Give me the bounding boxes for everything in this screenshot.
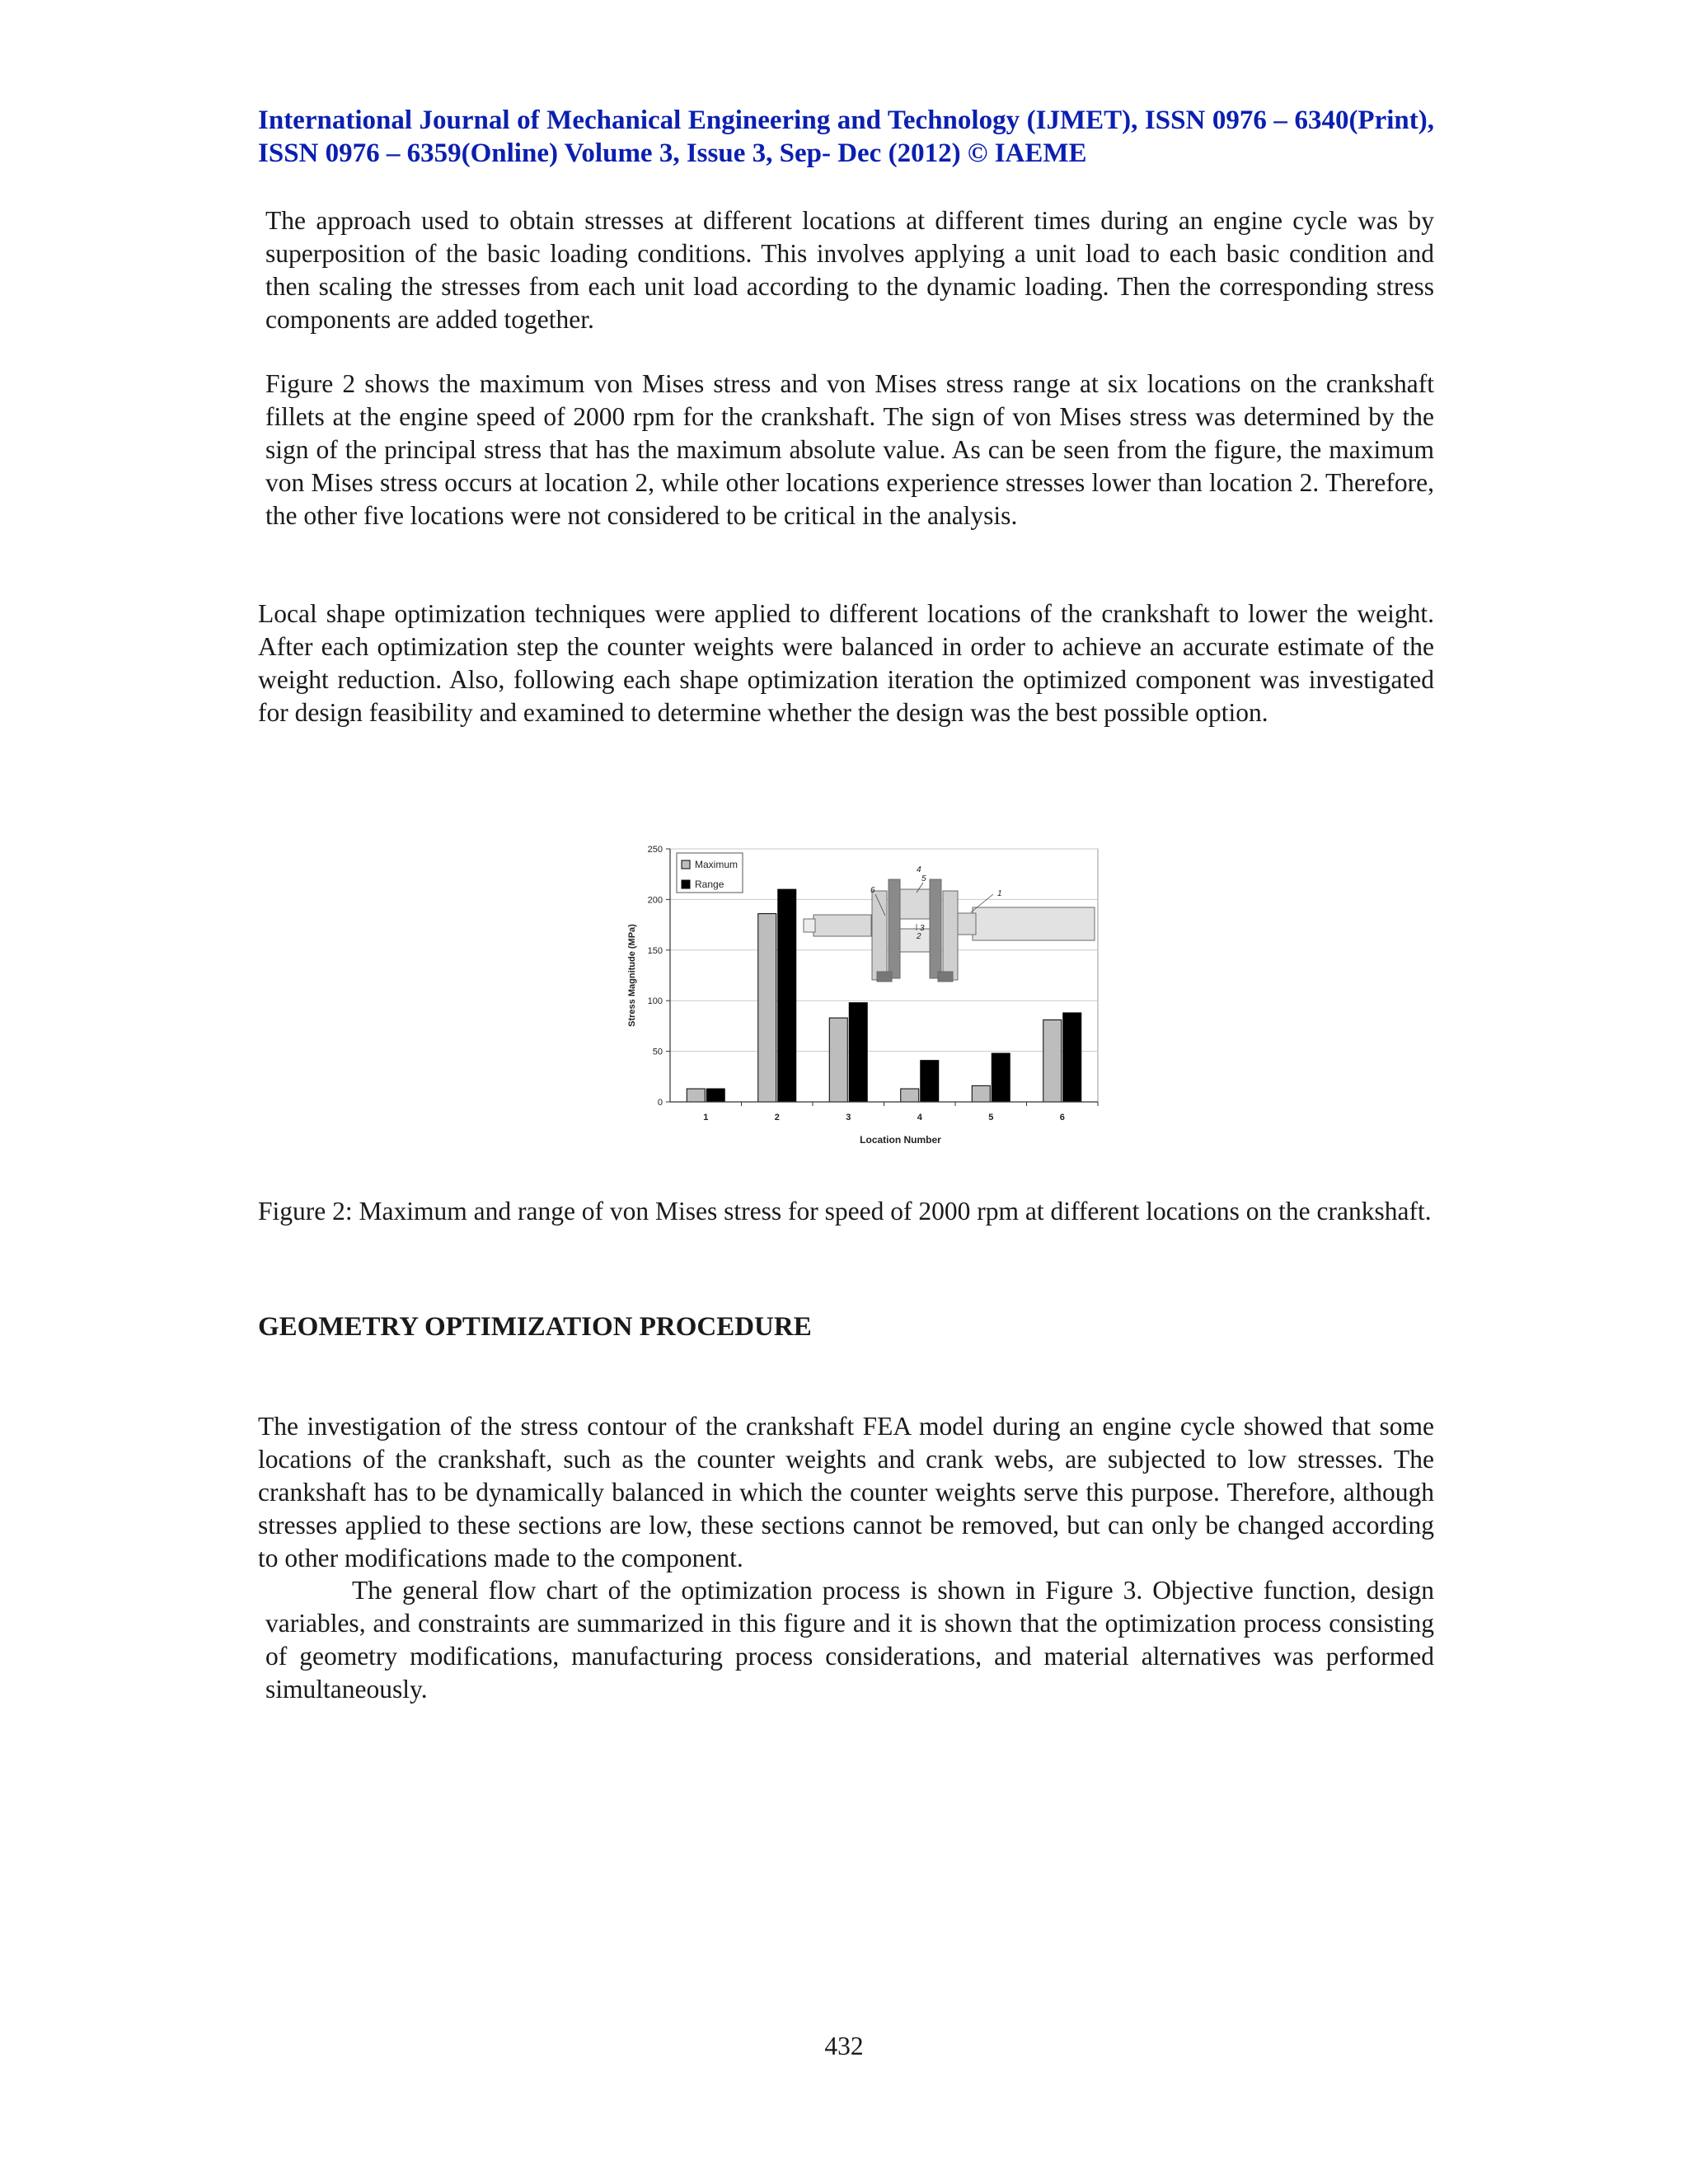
paragraph-figure2-description: Figure 2 shows the maximum von Mises stress and von Mises stress range at six locations on the crankshaft fillets at the engine speed of 2000 rpm for the crankshaft. The sign of von Mises stress was determined by the sign of the principal stress that has the maximum absolute value. As can be seen from the figure, the maximum von Mises stress occurs at location 2, while other locations experience stresses lower than location 2. Therefore, the other five locations were not considered to be critical in the analysis. [265, 369, 1434, 530]
x-tick-label: 2 [774, 1113, 780, 1122]
y-tick-label: 50 [652, 1047, 663, 1057]
y-axis-label: Stress Magnitude (MPa) [627, 924, 637, 1027]
paragraph-local-shape-optimization: Local shape optimization techniques were applied to different locations of the crankshaft to lower the weight. After each optimization step the counter weights were balanced in order to achieve an accurate estimate of the weight reduction. Also, following each shape optimization iteration the optimized component was investigated for design feasibility and examined to determine whether the design was the best possible option. [258, 599, 1434, 727]
inset-location-label: 3 [920, 924, 925, 933]
inset-location-label: 2 [917, 932, 921, 941]
paragraph-flow-chart-text: The general flow chart of the optimization process is shown in Figure 3. Objective function, design variables, and constraints are summarized in this figure and it is shown that the optimization process consisting of geometry modifications, manufacturing process considerations, and material alternatives was performed simultaneously. [265, 1576, 1434, 1704]
shaft-collar [956, 913, 976, 935]
paragraph-superposition: The approach used to obtain stresses at different locations at different times during an engine cycle was by superposition of the basic loading conditions. This involves applying a unit load to each basic condition and then scaling the stresses from each unit load according to the dynamic loading. Then the corresponding stress components are added together. [265, 206, 1434, 334]
stress-bar-chart [610, 837, 1121, 1183]
legend-label-maximum: Maximum [695, 859, 738, 870]
bar-maximum-6 [1043, 1020, 1062, 1102]
y-tick-label: 150 [647, 945, 663, 956]
crank-pin [900, 889, 930, 919]
inset-location-label: 5 [921, 874, 926, 883]
y-tick-label: 200 [647, 895, 663, 906]
bar-range-6 [1063, 1013, 1081, 1102]
main-journal [900, 929, 930, 952]
x-tick-label: 6 [1059, 1113, 1065, 1122]
section-heading: GEOMETRY OPTIMIZATION PROCEDURE [258, 1312, 812, 1342]
x-tick-label: 3 [846, 1113, 851, 1122]
y-tick-label: 100 [647, 996, 663, 1007]
page-number: 432 [824, 2032, 864, 2060]
journal-header: International Journal of Mechanical Engineering and Technology (IJMET), ISSN 0976 – 6340(Print), ISSN 0976 – 6359(Online) Volume 3, Issue 3, Sep- Dec (2012) © IAEME [258, 105, 1434, 168]
shaft-left [814, 915, 871, 936]
y-tick-label: 0 [657, 1098, 663, 1108]
bar-maximum-3 [829, 1018, 847, 1102]
counterweight-1 [877, 972, 892, 982]
legend-swatch-maximum [682, 860, 690, 869]
bar-range-2 [778, 889, 796, 1102]
bar-range-5 [992, 1053, 1010, 1102]
bar-maximum-4 [901, 1089, 919, 1102]
crank-web-1 [872, 891, 887, 980]
counterweight-2 [938, 972, 953, 982]
x-axis-label: Location Number [860, 1134, 941, 1146]
legend-swatch-range [682, 880, 690, 888]
x-tick-label: 4 [917, 1113, 922, 1122]
bar-range-4 [921, 1061, 939, 1102]
y-tick-label: 250 [647, 845, 663, 855]
inset-location-label: 4 [917, 865, 921, 874]
crank-web-2 [889, 879, 900, 978]
bar-range-1 [706, 1089, 724, 1102]
bar-range-3 [849, 1003, 867, 1102]
bar-maximum-5 [972, 1085, 990, 1102]
x-tick-label: 1 [703, 1113, 709, 1122]
paragraph-flow-chart [265, 1574, 1434, 1706]
inset-location-label: 1 [997, 889, 1002, 898]
bar-maximum-1 [687, 1089, 705, 1102]
crank-web-3 [930, 879, 941, 978]
x-tick-label: 5 [988, 1113, 994, 1122]
figure-2 [610, 837, 1121, 1183]
paragraph-stress-contour: The investigation of the stress contour of the crankshaft FEA model during an engine cycle showed that some locations of the crankshaft, such as the counter weights and crank webs, are subjected to low stresses. The crankshaft has to be dynamically balanced in which the counter weights serve this purpose. Therefore, although stresses applied to these sections are low, these sections cannot be removed, but can only be changed according to other modifications made to the component. [258, 1412, 1434, 1572]
legend-label-range: Range [695, 879, 724, 890]
crank-web-4 [943, 891, 958, 980]
bar-maximum-2 [758, 914, 776, 1102]
figure-2-caption: Figure 2: Maximum and range of von Mises stress for speed of 2000 rpm at different locations on the crankshaft. [258, 1197, 1432, 1226]
shaft-nose [804, 919, 815, 932]
inset-location-label: 6 [870, 886, 875, 895]
shaft-right [973, 907, 1095, 940]
